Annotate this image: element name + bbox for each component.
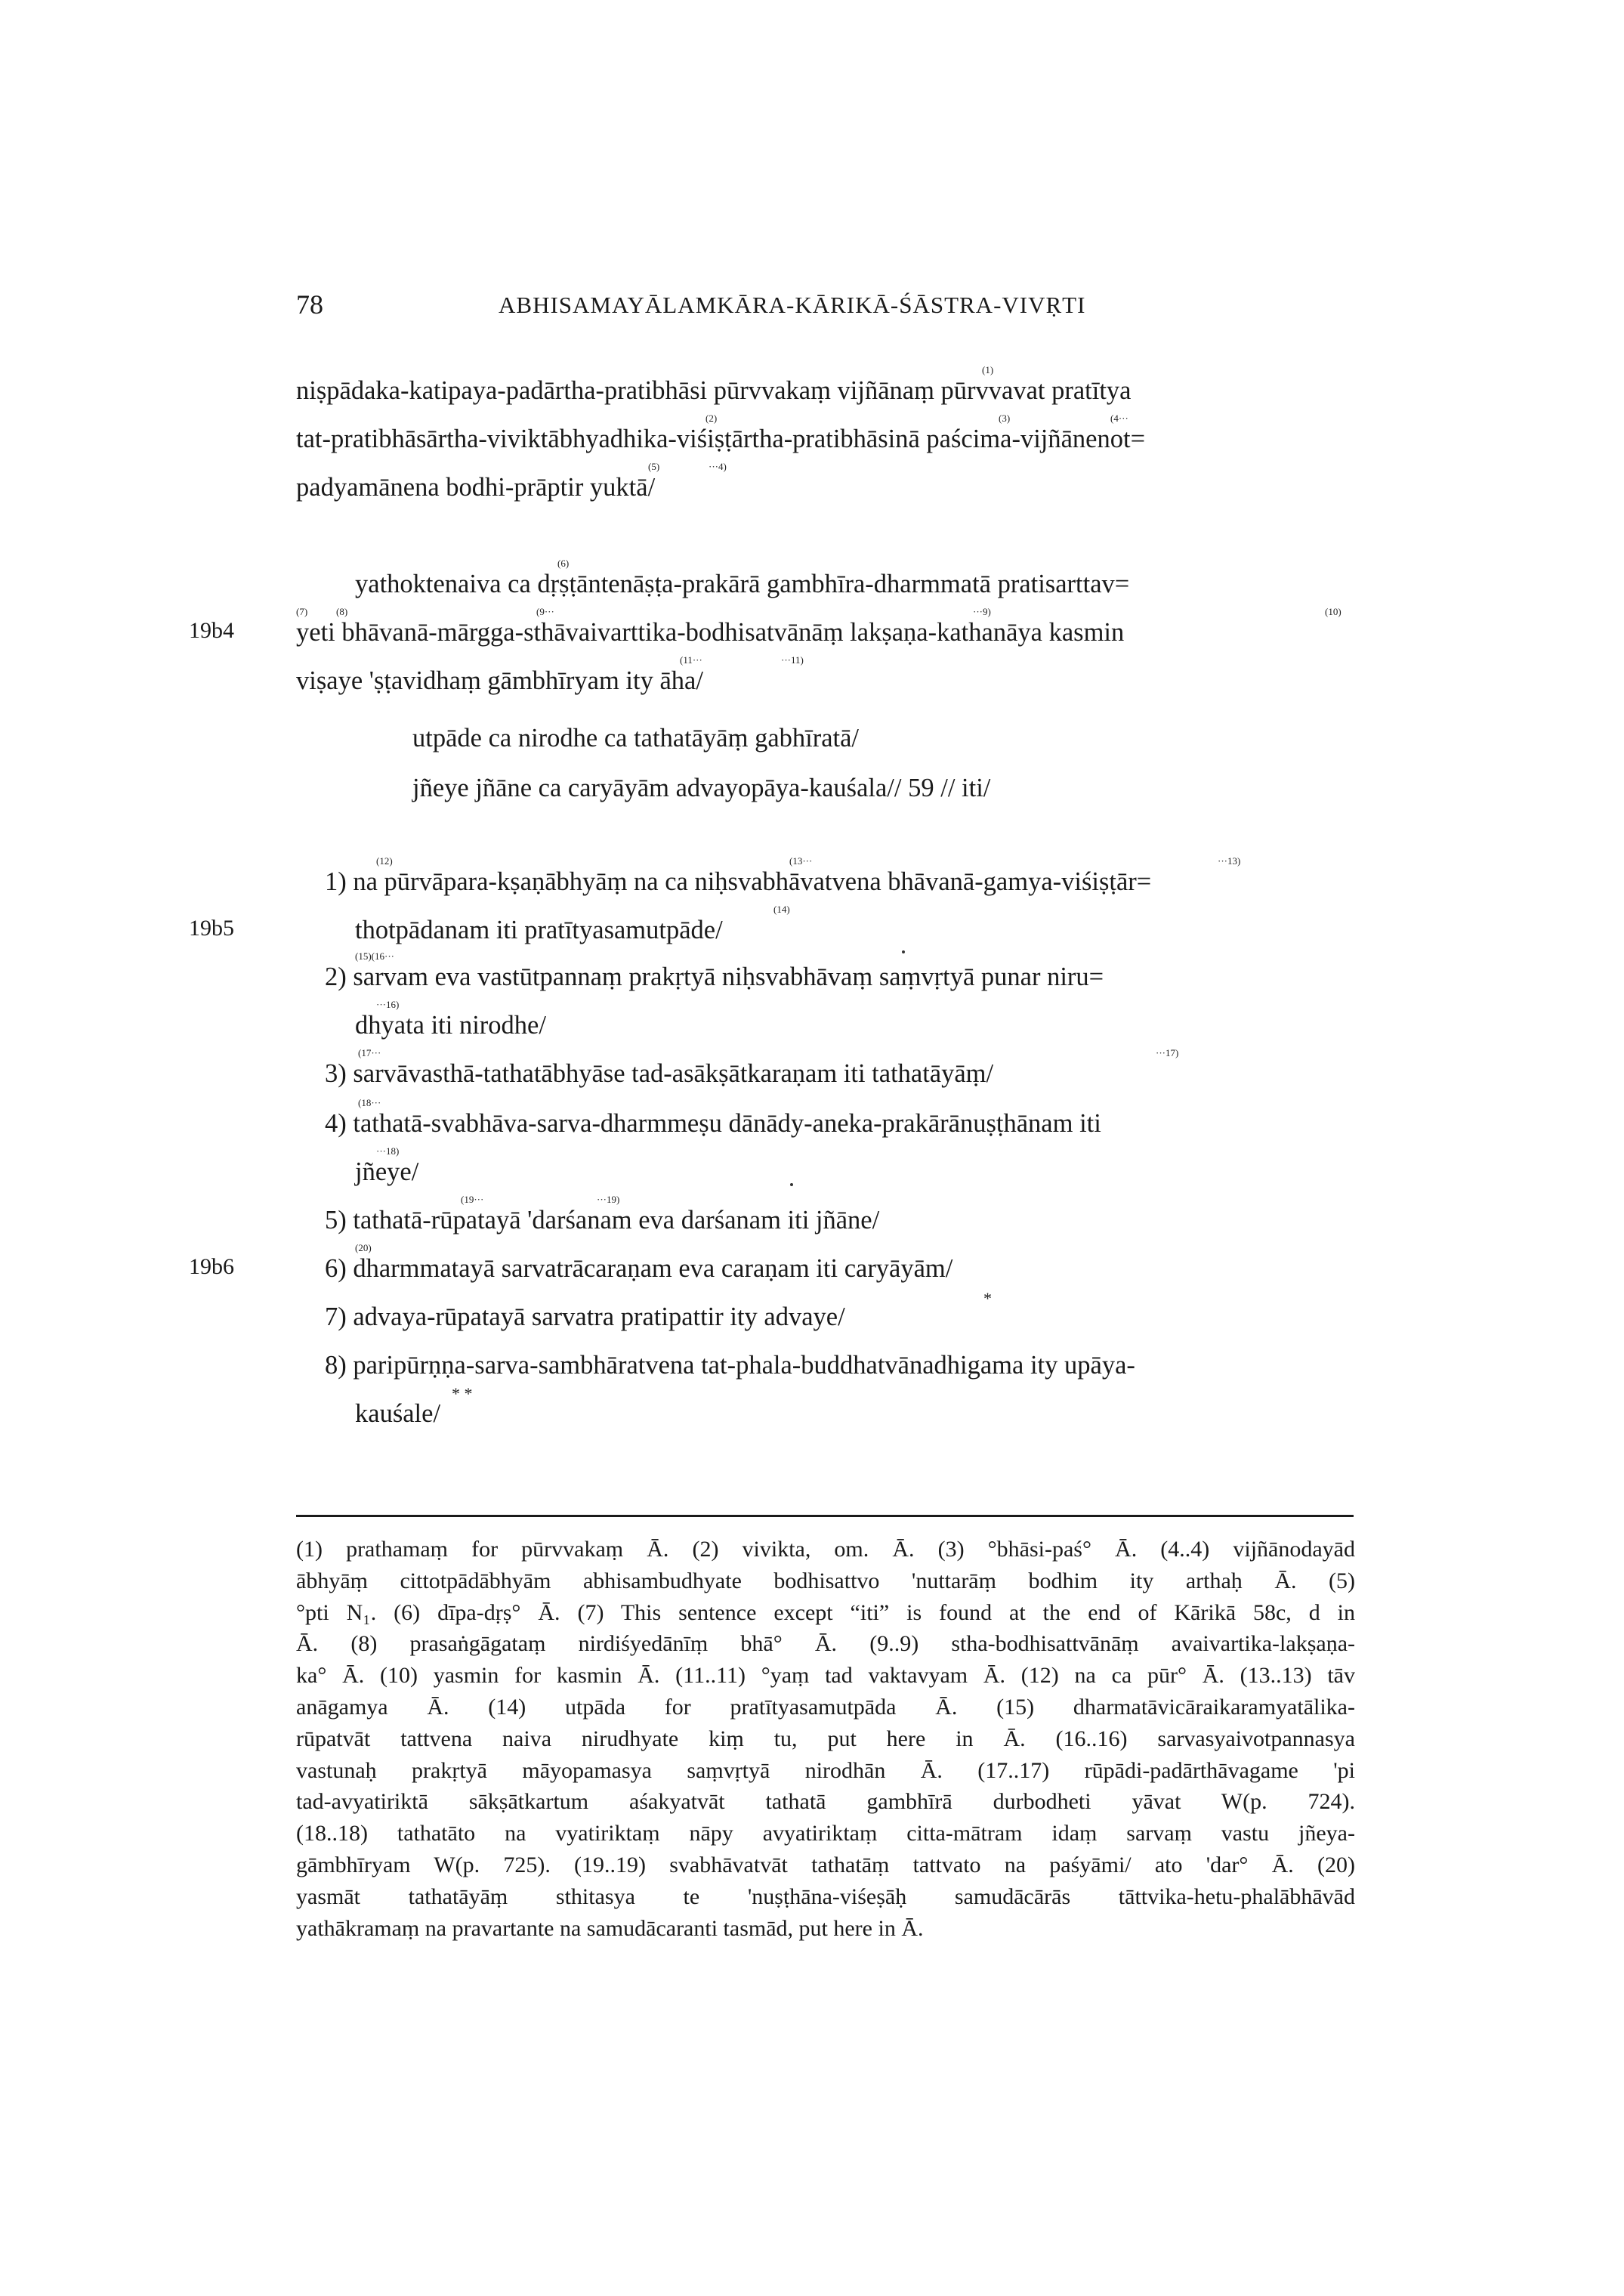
note-marker: ···18): [376, 1145, 400, 1157]
para1-line-3: padyamānena bodhi-prāptir yuktā/: [296, 473, 656, 502]
margin-ref-19b4: 19b4: [189, 618, 234, 643]
margin-ref-19b6: 19b6: [189, 1254, 234, 1279]
note-marker: (3): [999, 413, 1011, 424]
verse-line-1: utpāde ca nirodhe ca tathatāyāṃ gabhīratā/: [412, 724, 859, 752]
margin-ref-19b5: 19b5: [189, 916, 234, 941]
footnote-line: ka° Ā. (10) yasmin for kasmin Ā. (11..11) °yaṃ tad vaktavyam Ā. (12) na ca pūr° Ā. (13..13) tāv: [296, 1663, 1355, 1689]
note-marker: (12): [376, 855, 393, 867]
list-item-4-line-1: 4) tathatā-svabhāva-sarva-dharmmeṣu dānādy-aneka-prakārānuṣṭhānam iti: [325, 1109, 1101, 1138]
footnote-line: Ā. (8) prasaṅgāgataṃ nirdiśyedānīṃ bhā° Ā. (9..9) stha-bodhisattvānāṃ avaivartika-lakṣaṇa-: [296, 1631, 1355, 1657]
list-item-1-line-2: thotpādanam iti pratītyasamutpāde/: [355, 916, 723, 944]
footnote-line: yathākramaṃ na pravartante na samudācaranti tasmād, put here in Ā.: [296, 1915, 924, 1941]
note-marker: (20): [355, 1242, 372, 1253]
note-marker: (2): [705, 413, 718, 424]
para2-line-3: viṣaye 'ṣṭavidhaṃ gāmbhīryam ity āha/: [296, 666, 703, 695]
note-marker: (7): [296, 606, 308, 617]
list-item-1-line-1: 1) na pūrvāpara-kṣaṇābhyāṃ na ca niḥsvabhāvatvena bhāvanā-gamya-viśiṣṭār=: [325, 867, 1152, 896]
list-item-2-line-2: dhyata iti nirodhe/: [355, 1011, 546, 1040]
note-marker: * *: [452, 1384, 473, 1403]
note-marker: (10): [1325, 606, 1341, 617]
note-marker: (6): [557, 558, 570, 569]
footnote-line: yasmāt tathatāyāṃ sthitasya te 'nuṣṭhāna-viśeṣāḥ samudācārās tāttvika-hetu-phalābhāvād: [296, 1883, 1355, 1909]
scan-speck: [902, 950, 905, 953]
list-item-2-line-1: 2) sarvam eva vastūtpannaṃ prakṛtyā niḥsvabhāvaṃ saṃvṛtyā punar niru=: [325, 963, 1104, 991]
note-marker: *: [983, 1289, 992, 1308]
note-marker: (18···: [358, 1097, 381, 1108]
footnote-line: ābhyāṃ cittotpādābhyām abhisambudhyate bodhisattvo 'nuttarāṃ bodhim ity arthaḥ Ā. (5): [296, 1568, 1355, 1593]
note-marker: (8): [336, 606, 348, 617]
para1-line-2: tat-pratibhāsārtha-viviktābhyadhika-viśiṣṭārtha-pratibhāsinā paścima-vijñānenot=: [296, 425, 1146, 453]
footnotes: [296, 1534, 1355, 1944]
footnote-line: rūpatvāt tattvena naiva nirudhyate kiṃ tu, put here in Ā. (16..16) sarvasyaivotpannasya: [296, 1726, 1355, 1751]
footnote-line: anāgamya Ā. (14) utpāda for pratītyasamutpāda Ā. (15) dharmatāvicāraikaramyatālika-: [296, 1694, 1355, 1720]
footnote-line: vastunaḥ prakṛtyā māyopamasya saṃvṛtyā nirodhān Ā. (17..17) rūpādi-padārthāvagame 'pi: [296, 1757, 1355, 1783]
note-marker: (13···: [789, 855, 813, 867]
note-marker: ···17): [1156, 1047, 1179, 1058]
list-item-7: 7) advaya-rūpatayā sarvatra pratipattir ity advaye/: [325, 1303, 845, 1331]
list-item-8-line-1: 8) paripūrṇṇa-sarva-sambhāratvena tat-phala-buddhatvānadhigama ity upāya-: [325, 1351, 1135, 1380]
page-number: 78: [296, 289, 323, 320]
footnote-line: (1) prathamaṃ for pūrvvakaṃ Ā. (2) vivikta, om. Ā. (3) °bhāsi-paś° Ā. (4..4) vijñānodayād: [296, 1537, 1355, 1562]
scan-speck: [790, 1183, 793, 1186]
footnote-line: tad-avyatiriktā sākṣātkartum aśakyatvāt tathatā gambhīrā durbodheti yāvat W(p. 724).: [296, 1789, 1355, 1815]
note-marker: (9···: [536, 606, 554, 617]
list-item-8-line-2: kauśale/: [355, 1399, 441, 1428]
footnote-line: (18..18) tathatāto na vyatiriktaṃ nāpy avyatiriktaṃ citta-mātram idaṃ sarvaṃ vastu jñeya-: [296, 1821, 1355, 1846]
list-item-3: 3) sarvāvasthā-tathatābhyāse tad-asākṣātkaraṇam iti tathatāyāṃ/: [325, 1059, 994, 1088]
note-marker: ···4): [709, 461, 727, 472]
para2-line-2: yeti bhāvanā-mārgga-sthāvaivarttika-bodhisatvānāṃ lakṣaṇa-kathanāya kasmin: [296, 618, 1125, 647]
footnote-line: °pti N₁. (6) dīpa-dṛṣ° Ā. (7) This sentence except “iti” is found at the end of Kārikā 58c, d in: [296, 1599, 1355, 1625]
footnote-rule: [296, 1515, 1354, 1517]
list-item-4-line-2: jñeye/: [355, 1157, 419, 1186]
note-marker: (15)(16···: [355, 950, 394, 962]
note-marker: (4···: [1110, 413, 1128, 424]
note-marker: (14): [773, 904, 790, 915]
verse-line-2: jñeye jñāne ca caryāyām advayopāya-kauśala// 59 // iti/: [412, 774, 991, 802]
running-title: ABHISAMAYĀLAMKĀRA-KĀRIKĀ-ŚĀSTRA-VIVṚTI: [499, 292, 1086, 318]
note-marker: ···16): [376, 999, 400, 1010]
list-item-5: 5) tathatā-rūpatayā 'darśanam eva darśanam iti jñāne/: [325, 1206, 880, 1235]
note-marker: (17···: [358, 1047, 381, 1058]
note-marker: ···13): [1218, 855, 1241, 867]
para2-line-1: yathoktenaiva ca dṛṣṭāntenāṣṭa-prakārā gambhīra-dharmmatā pratisarttav=: [355, 570, 1130, 598]
footnote-line: gāmbhīryam W(p. 725). (19..19) svabhāvatvāt tathatāṃ tattvato na paśyāmi/ ato 'dar° Ā. (20): [296, 1852, 1355, 1877]
note-marker: ···11): [781, 654, 804, 666]
note-marker: ···19): [597, 1194, 620, 1205]
list-item-6: 6) dharmmatayā sarvatrācaraṇam eva caraṇam iti caryāyām/: [325, 1254, 953, 1283]
para1-line-1: niṣpādaka-katipaya-padārtha-pratibhāsi pūrvvakaṃ vijñānaṃ pūrvvavat pratītya: [296, 376, 1132, 405]
note-marker: (19···: [461, 1194, 484, 1205]
note-marker: (11···: [680, 654, 702, 666]
note-marker: ···9): [973, 606, 991, 617]
note-marker: (1): [982, 364, 994, 375]
note-marker: (5): [648, 461, 660, 472]
